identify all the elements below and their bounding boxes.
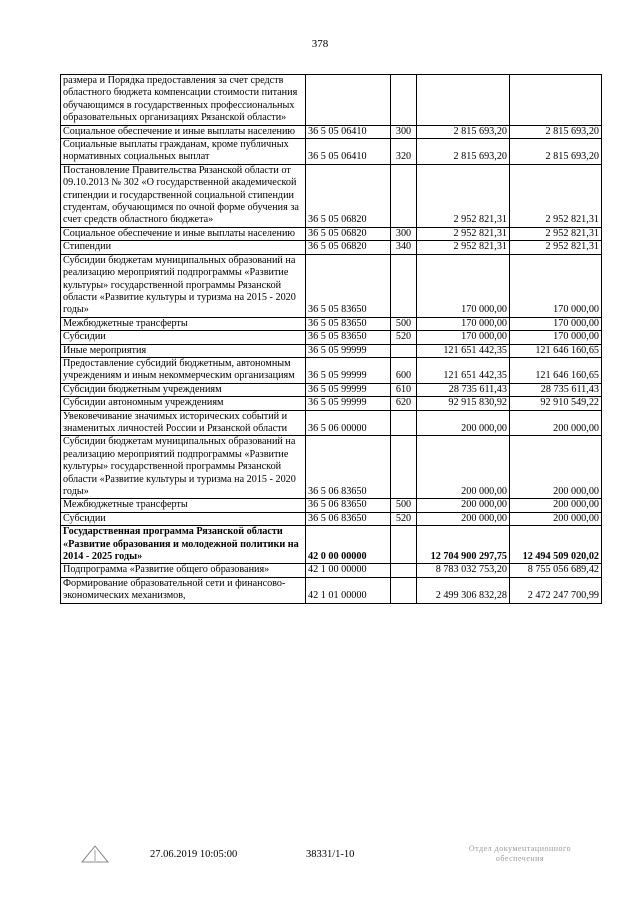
row-name: Социальное обеспечение и иные выплаты населению — [61, 125, 306, 138]
row-expense-type — [391, 564, 417, 577]
stamp-line-1: Отдел документационного — [468, 844, 572, 853]
row-amount-2: 200 000,00 — [510, 410, 602, 436]
row-target-code: 36 5 05 06410 — [306, 139, 391, 165]
row-amount-2: 2 952 821,31 — [510, 164, 602, 227]
row-expense-type: 610 — [391, 383, 417, 396]
row-amount-1: 200 000,00 — [417, 410, 510, 436]
table-row — [61, 526, 602, 564]
table-row — [61, 512, 602, 525]
row-name: Государственная программа Рязанской области «Развитие образования и молодежной политики на 2014 - 2025 годы» — [61, 526, 306, 564]
row-amount-1: 200 000,00 — [417, 499, 510, 512]
row-amount-2: 170 000,00 — [510, 317, 602, 330]
registration-stamp — [440, 844, 600, 864]
table-row — [61, 241, 602, 254]
row-amount-2: 200 000,00 — [510, 512, 602, 525]
row-expense-type: 340 — [391, 241, 417, 254]
row-target-code: 36 5 06 83650 — [306, 499, 391, 512]
table-row — [61, 383, 602, 396]
row-amount-1: 170 000,00 — [417, 254, 510, 317]
row-name: Межбюджетные трансферты — [61, 499, 306, 512]
row-target-code — [306, 75, 391, 126]
table-row — [61, 317, 602, 330]
table-row — [61, 139, 602, 165]
row-name: Субсидии — [61, 331, 306, 344]
row-name: Субсидии бюджетам муниципальных образований на реализацию мероприятий подпрограммы «Развитие культуры» государственной программы Рязанской области «Развитие культуры и туризма на 2015 - 2020 годы» — [61, 254, 306, 317]
row-amount-2: 170 000,00 — [510, 331, 602, 344]
row-target-code: 36 5 05 99999 — [306, 357, 391, 383]
row-amount-1: 200 000,00 — [417, 436, 510, 499]
row-expense-type: 320 — [391, 139, 417, 165]
row-amount-1: 121 651 442,35 — [417, 344, 510, 357]
row-amount-2: 200 000,00 — [510, 499, 602, 512]
page-number: 378 — [311, 38, 329, 50]
row-name: Стипендии — [61, 241, 306, 254]
table-row — [61, 357, 602, 383]
row-amount-2: 2 952 821,31 — [510, 227, 602, 240]
row-target-code: 42 1 00 00000 — [306, 564, 391, 577]
row-amount-1: 170 000,00 — [417, 317, 510, 330]
row-target-code: 42 0 00 00000 — [306, 526, 391, 564]
row-amount-2: 12 494 509 020,02 — [510, 526, 602, 564]
stamp-line-2: обеспечения — [495, 854, 545, 863]
row-target-code: 42 1 01 00000 — [306, 577, 391, 603]
row-expense-type — [391, 75, 417, 126]
row-amount-2: 170 000,00 — [510, 254, 602, 317]
row-name: Межбюджетные трансферты — [61, 317, 306, 330]
row-amount-2: 8 755 056 689,42 — [510, 564, 602, 577]
table-row — [61, 331, 602, 344]
row-amount-2: 121 646 160,65 — [510, 344, 602, 357]
row-name: Формирование образовательной сети и финансово-экономических механизмов, — [61, 577, 306, 603]
row-expense-type — [391, 410, 417, 436]
row-target-code: 36 5 05 83650 — [306, 331, 391, 344]
row-amount-2: 121 646 160,65 — [510, 357, 602, 383]
row-expense-type: 600 — [391, 357, 417, 383]
row-amount-1: 2 952 821,31 — [417, 164, 510, 227]
budget-table — [60, 74, 602, 604]
row-amount-1: 2 952 821,31 — [417, 241, 510, 254]
row-name: Увековечивание значимых исторических событий и знаменитых личностей России и Рязанской области — [61, 410, 306, 436]
row-amount-1: 200 000,00 — [417, 512, 510, 525]
footer-datetime: 27.06.2019 10:05:00 — [150, 849, 238, 860]
row-amount-1: 28 735 611,43 — [417, 383, 510, 396]
row-amount-1: 170 000,00 — [417, 331, 510, 344]
table-row — [61, 164, 602, 227]
table-row — [61, 499, 602, 512]
table-row — [61, 436, 602, 499]
row-expense-type — [391, 526, 417, 564]
row-target-code: 36 5 05 99999 — [306, 397, 391, 410]
row-name: Субсидии бюджетам муниципальных образований на реализацию мероприятий подпрограммы «Развитие культуры» государственной программы Рязанской области «Развитие культуры и туризма на 2015 - 2020 годы» — [61, 436, 306, 499]
row-name: Субсидии автономным учреждениям — [61, 397, 306, 410]
row-target-code: 36 5 06 83650 — [306, 436, 391, 499]
row-target-code: 36 5 05 83650 — [306, 254, 391, 317]
row-target-code: 36 5 05 99999 — [306, 383, 391, 396]
table-row — [61, 410, 602, 436]
budget-table-body — [61, 75, 602, 604]
row-expense-type — [391, 344, 417, 357]
table-row — [61, 577, 602, 603]
row-target-code: 36 5 05 83650 — [306, 317, 391, 330]
row-expense-type: 620 — [391, 397, 417, 410]
table-row — [61, 227, 602, 240]
row-amount-2 — [510, 75, 602, 126]
row-expense-type — [391, 436, 417, 499]
row-expense-type: 300 — [391, 125, 417, 138]
row-target-code: 36 5 05 06820 — [306, 241, 391, 254]
table-row — [61, 125, 602, 138]
row-amount-1: 2 815 693,20 — [417, 139, 510, 165]
row-expense-type: 520 — [391, 331, 417, 344]
seal-icon — [80, 842, 110, 866]
table-row — [61, 75, 602, 126]
row-target-code: 36 5 05 06820 — [306, 227, 391, 240]
row-target-code: 36 5 05 06410 — [306, 125, 391, 138]
row-expense-type: 300 — [391, 227, 417, 240]
row-amount-2: 2 952 821,31 — [510, 241, 602, 254]
table-row — [61, 344, 602, 357]
row-expense-type: 520 — [391, 512, 417, 525]
row-amount-1: 12 704 900 297,75 — [417, 526, 510, 564]
row-amount-2: 2 472 247 700,99 — [510, 577, 602, 603]
table-row — [61, 254, 602, 317]
row-name: Субсидии — [61, 512, 306, 525]
footer-doc-number: 38331/1-10 — [306, 849, 355, 860]
row-target-code: 36 5 05 99999 — [306, 344, 391, 357]
row-amount-1: 2 815 693,20 — [417, 125, 510, 138]
row-name: Социальные выплаты гражданам, кроме публичных нормативных социальных выплат — [61, 139, 306, 165]
row-name: Субсидии бюджетным учреждениям — [61, 383, 306, 396]
row-amount-2: 2 815 693,20 — [510, 139, 602, 165]
table-row — [61, 564, 602, 577]
row-amount-1: 2 952 821,31 — [417, 227, 510, 240]
row-name: Иные мероприятия — [61, 344, 306, 357]
row-amount-1 — [417, 75, 510, 126]
row-amount-2: 200 000,00 — [510, 436, 602, 499]
row-expense-type — [391, 577, 417, 603]
row-amount-1: 2 499 306 832,28 — [417, 577, 510, 603]
row-target-code: 36 5 05 06820 — [306, 164, 391, 227]
row-name: Подпрограмма «Развитие общего образования» — [61, 564, 306, 577]
row-amount-2: 92 910 549,22 — [510, 397, 602, 410]
row-amount-2: 28 735 611,43 — [510, 383, 602, 396]
row-target-code: 36 5 06 83650 — [306, 512, 391, 525]
row-expense-type — [391, 254, 417, 317]
row-name: Постановление Правительства Рязанской области от 09.10.2013 № 302 «О государственной академической стипендии и государственной социальной стипендии студентам, обучающимся по очной форме обучения за счет средств областного бюджета» — [61, 164, 306, 227]
row-name: Предоставление субсидий бюджетным, автономным учреждениям и иным некоммерческим организациям — [61, 357, 306, 383]
row-amount-1: 121 651 442,35 — [417, 357, 510, 383]
row-expense-type: 500 — [391, 499, 417, 512]
row-name: Социальное обеспечение и иные выплаты населению — [61, 227, 306, 240]
row-amount-1: 92 915 830,92 — [417, 397, 510, 410]
row-name: размера и Порядка предоставления за счет средств областного бюджета компенсации стоимости питания обучающимся в государственных профессиональных образовательных организациях Рязанской области» — [61, 75, 306, 126]
row-expense-type: 500 — [391, 317, 417, 330]
row-target-code: 36 5 06 00000 — [306, 410, 391, 436]
row-amount-1: 8 783 032 753,20 — [417, 564, 510, 577]
row-expense-type — [391, 164, 417, 227]
table-row — [61, 397, 602, 410]
row-amount-2: 2 815 693,20 — [510, 125, 602, 138]
